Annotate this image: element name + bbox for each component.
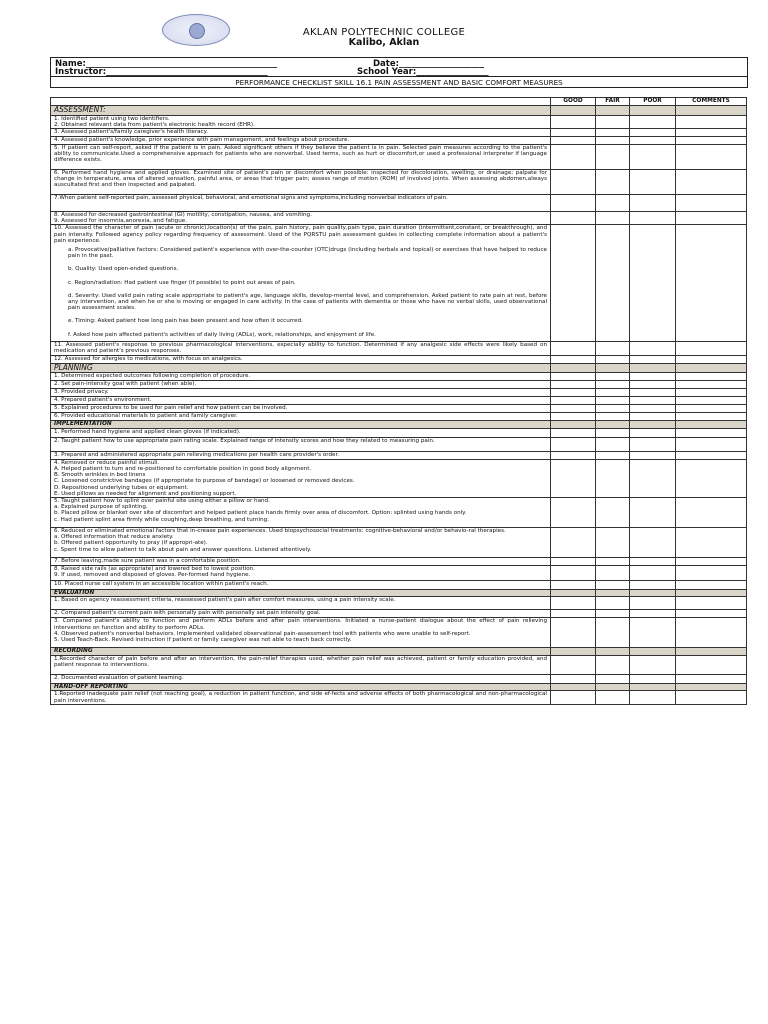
rating-cell-comments[interactable] — [676, 497, 747, 527]
rating-cell-good[interactable] — [551, 580, 596, 589]
rating-cell-fair[interactable] — [596, 527, 630, 557]
rating-cell-fair[interactable] — [596, 144, 630, 169]
checklist-step-text: 1.Recorded character of pain before and after an intervention, the pain-relief therapies used, whether pain relief was achieved, patient or family education provided, and patient response to interventions. — [51, 655, 551, 674]
checklist-row — [51, 437, 747, 451]
college-name: AKLAN POLYTECHNIC COLLEGE — [302, 27, 466, 38]
checklist-title — [51, 76, 747, 87]
section-blank-cell — [676, 363, 747, 373]
checklist-step-text: 6. Provided educational materials to patient and family caregiver. — [51, 413, 551, 421]
rating-cell-fair[interactable] — [596, 565, 630, 580]
rating-cell-poor[interactable] — [630, 459, 676, 497]
rating-cell-fair[interactable] — [596, 497, 630, 527]
rating-cell-comments[interactable] — [676, 527, 747, 557]
checklist-row — [51, 557, 747, 565]
section-blank-cell — [630, 106, 676, 116]
column-header-good: GOOD — [551, 98, 596, 106]
rating-cell-comments[interactable] — [676, 115, 747, 128]
rating-cell-fair[interactable] — [596, 580, 630, 589]
rating-cell-poor[interactable] — [630, 373, 676, 381]
rating-cell-good[interactable] — [551, 557, 596, 565]
checklist-step-text: 11. Assessed patient's response to previous pharmacological interventions, especially ability to function. Determined if any analgesic side effects were likely based on medication and patient's previous responses. — [51, 341, 551, 355]
rating-cell-comments[interactable] — [676, 557, 747, 565]
rating-cell-fair[interactable] — [596, 341, 630, 355]
checklist-table — [50, 97, 747, 705]
rating-cell-good[interactable] — [551, 136, 596, 144]
procedure-column-header — [51, 98, 551, 106]
section-blank-cell — [596, 106, 630, 116]
checklist-row — [51, 459, 747, 497]
rating-cell-poor[interactable] — [630, 527, 676, 557]
checklist-row — [51, 144, 747, 169]
rating-cell-poor[interactable] — [630, 225, 676, 341]
evaluation-section-header-label: EVALUATION — [51, 589, 551, 597]
checklist-step-text: 1. Identified patient using two identifiers. 2. Obtained relevant data from patient's electronic health record (EHR). — [51, 115, 551, 128]
section-blank-cell — [551, 106, 596, 116]
rating-cell-fair[interactable] — [596, 428, 630, 437]
checklist-step-text: 3. Compared patient's ability to function and perform ADLs before and after pain interventions. Initiated a nurse-patient dialogue about the effect of pain relieving interventions on function and ability to perform ADLs. 4. Observed patient's nonverbal behaviors. Implemented validated observational pain-assessment tool with patients who were unable to self-report. 5. Used Teach-Back. Revised instruction if patient or family caregiver was not able to teach back correctly. — [51, 618, 551, 648]
rating-cell-good[interactable] — [551, 691, 596, 705]
rating-cell-poor[interactable] — [630, 115, 676, 128]
rating-cell-fair[interactable] — [596, 211, 630, 224]
rating-cell-poor[interactable] — [630, 557, 676, 565]
checklist-step-text: 7.When patient self-reported pain, assessed physical, behavioral, and emotional signs and symptoms,including nonverbal indicators of pain. — [51, 194, 551, 211]
rating-cell-poor[interactable] — [630, 413, 676, 421]
rating-cell-good[interactable] — [551, 413, 596, 421]
student-info-box — [50, 57, 748, 88]
rating-cell-good[interactable] — [551, 169, 596, 194]
rating-cell-comments[interactable] — [676, 428, 747, 437]
rating-cell-fair[interactable] — [596, 397, 630, 405]
checklist-step-text: 2. Set pain-intensity goal with patient (when able). — [51, 381, 551, 389]
rating-cell-poor[interactable] — [630, 655, 676, 674]
checklist-step-text: 10. Placed nurse call system in an accessible location within patient's reach. — [51, 580, 551, 589]
rating-cell-poor[interactable] — [630, 451, 676, 459]
checklist-step-text: 1. Based on agency reassessment criteria, reassessed patient's pain after comfort measures, using a pain intensity scale. — [51, 597, 551, 610]
rating-cell-good[interactable] — [551, 618, 596, 648]
section-blank-cell — [630, 648, 676, 656]
section-blank-cell — [630, 589, 676, 597]
rating-cell-poor[interactable] — [630, 341, 676, 355]
rating-cell-comments[interactable] — [676, 397, 747, 405]
section-blank-cell — [596, 589, 630, 597]
checklist-row — [51, 397, 747, 405]
rating-cell-good[interactable] — [551, 355, 596, 363]
checklist-row — [51, 580, 747, 589]
checklist-title-main: PAIN ASSESSMENT AND BASIC COMFORT MEASURES — [374, 78, 563, 87]
checklist-row — [51, 136, 747, 144]
rating-cell-poor[interactable] — [630, 136, 676, 144]
section-blank-cell — [676, 648, 747, 656]
rating-cell-comments[interactable] — [676, 437, 747, 451]
rating-cell-fair[interactable] — [596, 373, 630, 381]
rating-cell-poor[interactable] — [630, 355, 676, 363]
rating-cell-comments[interactable] — [676, 341, 747, 355]
rating-cell-fair[interactable] — [596, 136, 630, 144]
column-header-comments: COMMENTS — [676, 98, 747, 106]
pain-assessment-a: a. Provocative/palliative factors: Considered patient's experience with over-the-counter (OTC)drugs (including herbals and topical) or exercises that have helped to reduce pain in the past. — [68, 246, 547, 260]
checklist-row — [51, 527, 747, 557]
instructor-field[interactable]: Instructor:______________________________________ — [55, 67, 268, 77]
rating-cell-poor[interactable] — [630, 437, 676, 451]
rating-cell-comments[interactable] — [676, 618, 747, 648]
recording-section-header — [51, 648, 747, 656]
checklist-step-text: 8. Assessed for decreased gastrointestinal (GI) motility, constipation, nausea, and vomiting. 9. Assessed for insomnia,anorexia, and fatigue. — [51, 211, 551, 224]
date-field[interactable]: Date:____________________ — [373, 59, 485, 69]
section-blank-cell — [676, 589, 747, 597]
checklist-step-text: 3. Assessed patient's/family caregiver's health literacy. — [51, 128, 551, 136]
checklist-row — [51, 655, 747, 674]
rating-cell-fair[interactable] — [596, 691, 630, 705]
column-header-fair: FAIR — [596, 98, 630, 106]
rating-cell-good[interactable] — [551, 341, 596, 355]
rating-cell-fair[interactable] — [596, 389, 630, 397]
evaluation-section-header — [51, 589, 747, 597]
rating-cell-fair[interactable] — [596, 194, 630, 211]
college-location: Kalibo, Aklan — [348, 37, 420, 48]
rating-cell-fair[interactable] — [596, 459, 630, 497]
section-blank-cell — [551, 683, 596, 691]
rating-cell-comments[interactable] — [676, 136, 747, 144]
checklist-row — [51, 355, 747, 363]
rating-cell-fair[interactable] — [596, 405, 630, 413]
rating-cell-comments[interactable] — [676, 211, 747, 224]
implementation-section-header — [51, 421, 747, 429]
rating-cell-poor[interactable] — [630, 610, 676, 618]
handoff-section-header — [51, 683, 747, 691]
checklist-row — [51, 211, 747, 224]
rating-cell-comments[interactable] — [676, 405, 747, 413]
rating-cell-fair[interactable] — [596, 610, 630, 618]
rating-cell-poor[interactable] — [630, 144, 676, 169]
checklist-row — [51, 674, 747, 683]
rating-cell-comments[interactable] — [676, 373, 747, 381]
assessment-section-header — [51, 106, 747, 116]
pain-assessment-d: d. Severity: Used valid pain rating scale appropriate to patient's age, language skills, develop-mental level, and comprehension. Asked patient to rate pain at rest, before any intervention, and when he or she is moving or engaged in care activity. In the case of patients with dementia or those who have no verbal skills, used observational pain assessment scales. — [68, 292, 547, 312]
section-blank-cell — [630, 421, 676, 429]
rating-cell-comments[interactable] — [676, 691, 747, 705]
rating-cell-poor[interactable] — [630, 674, 676, 683]
checklist-row — [51, 497, 747, 527]
rating-cell-comments[interactable] — [676, 225, 747, 341]
section-blank-cell — [551, 363, 596, 373]
checklist-row — [51, 597, 747, 610]
checklist-body — [51, 106, 747, 705]
section-blank-cell — [596, 363, 630, 373]
rating-cell-fair[interactable] — [596, 597, 630, 610]
rating-cell-comments[interactable] — [676, 597, 747, 610]
checklist-step-text: 5. If patient can self-report, asked if the patient is in pain. Asked significant others if they believe the patient is in pain. Selected pain measures according to the patient's ability to communicate.Used a comprehensive approach for patients who are nonverbal. Used terms, such as hurt or discomfort,or used a professional interpreter if language difference exists. — [51, 144, 551, 169]
recording-section-header-label: RECORDING — [51, 648, 551, 656]
rating-cell-poor[interactable] — [630, 128, 676, 136]
checklist-row — [51, 691, 747, 705]
rating-cell-good[interactable] — [551, 144, 596, 169]
checklist-step-text: 5. Taught patient how to splint over painful site using either a pillow or hand. a. Explained purpose of splinting. b. Placed pillow or blanket over site of discomfort and helped patient place hands firmly over area of discomfort. Option: splinted using hands only. c. Had patient splint area firmly while coughing,deep breathing, and turning. — [51, 497, 551, 527]
rating-cell-poor[interactable] — [630, 597, 676, 610]
rating-cell-poor[interactable] — [630, 169, 676, 194]
rating-cell-fair[interactable] — [596, 128, 630, 136]
checklist-step-text: 4. Prepared patient's environment. — [51, 397, 551, 405]
section-blank-cell — [676, 106, 747, 116]
checklist-step-text: 1.Reported inadequate pain relief (not reaching goal), a reduction in patient function, and side ef-fects and adverse effects of both pharmacological and non-pharmacological pain interventions. — [51, 691, 551, 705]
rating-cell-poor[interactable] — [630, 580, 676, 589]
rating-cell-good[interactable] — [551, 381, 596, 389]
rating-cell-good[interactable] — [551, 597, 596, 610]
pain-assessment-e: e. Timing: Asked patient how long pain has been present and how often it occurred. — [68, 318, 303, 325]
checklist-row — [51, 194, 747, 211]
checklist-step-text: 2. Documented evaluation of patient learning. — [51, 674, 551, 683]
section-blank-cell — [596, 648, 630, 656]
rating-cell-comments[interactable] — [676, 580, 747, 589]
rating-cell-comments[interactable] — [676, 413, 747, 421]
checklist-row — [51, 413, 747, 421]
rating-cell-poor[interactable] — [630, 397, 676, 405]
assessment-section-header-label: ASSESSMENT: — [51, 106, 551, 116]
rating-cell-comments[interactable] — [676, 144, 747, 169]
school-year-field[interactable]: School Year:_________________ — [357, 67, 489, 77]
rating-cell-fair[interactable] — [596, 674, 630, 683]
checklist-row — [51, 618, 747, 648]
column-header-poor: POOR — [630, 98, 676, 106]
checklist-step-text: 2. Compared patient's current pain with personally pain with personally set pain intensity goal. — [51, 610, 551, 618]
checklist-row — [51, 381, 747, 389]
rating-cell-fair[interactable] — [596, 655, 630, 674]
rating-cell-poor[interactable] — [630, 691, 676, 705]
rating-cell-fair[interactable] — [596, 618, 630, 648]
section-blank-cell — [551, 648, 596, 656]
rating-cell-good[interactable] — [551, 610, 596, 618]
rating-cell-comments[interactable] — [676, 674, 747, 683]
section-blank-cell — [630, 683, 676, 691]
checklist-step-text: 3. Provided privacy. — [51, 389, 551, 397]
rating-cell-poor[interactable] — [630, 497, 676, 527]
checklist-row — [51, 565, 747, 580]
rating-cell-fair[interactable] — [596, 451, 630, 459]
rating-cell-fair[interactable] — [596, 355, 630, 363]
rating-cell-poor[interactable] — [630, 618, 676, 648]
section-blank-cell — [596, 421, 630, 429]
rating-cell-fair[interactable] — [596, 115, 630, 128]
checklist-row — [51, 451, 747, 459]
section-blank-cell — [676, 683, 747, 691]
checklist-row — [51, 115, 747, 128]
checklist-row — [51, 169, 747, 194]
rating-cell-comments[interactable] — [676, 565, 747, 580]
rating-cell-good[interactable] — [551, 128, 596, 136]
planning-section-header — [51, 363, 747, 373]
section-blank-cell — [596, 683, 630, 691]
checklist-step-text: 4. Removed or reduce painful stimuli. A. Helped patient to turn and re-positioned to comfortable position in good body alignment. B. Smooth wrinkles in bed linens C. Loosened constrictive bandages (if appropriate to purpose of bandage) or loosened or removed devices. D. Repositioned underlying tubes or equipment. E. Used pillows as needed for alignment and positioning support. — [51, 459, 551, 497]
rating-cell-comments[interactable] — [676, 459, 747, 497]
rating-cell-comments[interactable] — [676, 381, 747, 389]
rating-cell-good[interactable] — [551, 194, 596, 211]
checklist-step-text: 3. Prepared and administered appropriate pain relieving medications per health care provider's order. — [51, 451, 551, 459]
checklist-step-text: 6. Performed hand hygiene and applied gloves. Examined site of patient's pain or discomfort when possible: inspected for discoloration, swelling, or drainage; palpate for change in temperature, area of altered sensation, painful area, or areas that trigger pain; assess range of motion (ROM) of involved joints. When assessing abdomen,always auscultated first and then inspected and palpated. — [51, 169, 551, 194]
checklist-step-text: 7. Before leaving,made sure patient was in a comfortable position. — [51, 557, 551, 565]
checklist-row — [51, 610, 747, 618]
checklist-step-text: 4. Assessed patient's knowledge, prior experience with pain management, and feelings about procedure. — [51, 136, 551, 144]
rating-cell-good[interactable] — [551, 459, 596, 497]
rating-cell-poor[interactable] — [630, 565, 676, 580]
checklist-row — [51, 428, 747, 437]
rating-cell-fair[interactable] — [596, 557, 630, 565]
rating-cell-good[interactable] — [551, 451, 596, 459]
rating-cell-poor[interactable] — [630, 381, 676, 389]
pain-assessment-c: c. Region/radiation: Had patient use finger (if possible) to point out areas of pain. — [68, 279, 296, 286]
checklist-title-prefix: PERFORMANCE CHECKLIST SKILL 16.1 — [235, 78, 373, 87]
section-blank-cell — [551, 589, 596, 597]
rating-cell-poor[interactable] — [630, 389, 676, 397]
rating-cell-good[interactable] — [551, 115, 596, 128]
rating-cell-good[interactable] — [551, 674, 596, 683]
checklist-row — [51, 389, 747, 397]
planning-section-header-label: PLANNING — [51, 363, 551, 373]
checklist-row — [51, 225, 747, 341]
checklist-step-text: 6. Reduced or eliminated emotional factors that in-crease pain experiences. Used biopsychosocial treatments: cognitive-behavioral and/or behavio-ral therapies. a. Offered information that reduce anxiety. b. Offered patient opportunity to pray (if appropri-ate). c. Spent time to allow patient to talk about pain and answer questions. Listened attentively. — [51, 527, 551, 557]
pain-assessment-f: f. Asked how pain affected patient's activities of daily living (ADLs), work, relationships, and enjoyment of life. — [68, 331, 376, 338]
rating-cell-good[interactable] — [551, 565, 596, 580]
table-header-row — [51, 98, 747, 106]
checklist-step-text: 5. Explained procedures to be used for pain relief and how patient can be involved. — [51, 405, 551, 413]
rating-cell-good[interactable] — [551, 389, 596, 397]
rating-cell-good[interactable] — [551, 211, 596, 224]
rating-cell-poor[interactable] — [630, 194, 676, 211]
rating-cell-good[interactable] — [551, 428, 596, 437]
section-blank-cell — [676, 421, 747, 429]
rating-cell-poor[interactable] — [630, 428, 676, 437]
section-blank-cell — [551, 421, 596, 429]
implementation-section-header-label: IMPLEMENTATION — [51, 421, 551, 429]
rating-cell-good[interactable] — [551, 405, 596, 413]
rating-cell-comments[interactable] — [676, 389, 747, 397]
rating-cell-comments[interactable] — [676, 194, 747, 211]
pain-assessment-intro: 10. Assessed the character of pain (acute or chronic),location(s) of the pain, pain history, pain quality,pain type, pain duration (intermittent,constant, or breakthrough), and pain intensity. Followed agency policy regarding frequency of assessment. Used of the PQRSTU pain assessment guides in collecting complete information about a patient's pain experience. — [54, 225, 547, 244]
rating-cell-good[interactable] — [551, 437, 596, 451]
rating-cell-fair[interactable] — [596, 437, 630, 451]
checklist-step-text: 2. Taught patient how to use appropriate pain rating scale. Explained range of intensity scores and how they related to measuring pain. — [51, 437, 551, 451]
handoff-section-header-label: HAND-OFF REPORTING — [51, 683, 551, 691]
checklist-row — [51, 341, 747, 355]
rating-cell-poor[interactable] — [630, 405, 676, 413]
pain-assessment-b: b. Quality: Used open-ended questions. — [68, 266, 179, 273]
rating-cell-fair[interactable] — [596, 225, 630, 341]
rating-cell-good[interactable] — [551, 655, 596, 674]
checklist-step-text: 12. Assessed for allergies to medications, with focus on analgesics. — [51, 355, 551, 363]
rating-cell-good[interactable] — [551, 527, 596, 557]
checklist-step-text: 8. Raised side rails (as appropriate) and lowered bed to lowest position. 9. If used, removed and disposed of gloves. Per-formed hand hygiene. — [51, 565, 551, 580]
checklist-row — [51, 405, 747, 413]
checklist-step-text: 1. Determined expected outcomes following completion of procedure. — [51, 373, 551, 381]
rating-cell-comments[interactable] — [676, 355, 747, 363]
checklist-row — [51, 373, 747, 381]
rating-cell-good[interactable] — [551, 497, 596, 527]
rating-cell-comments[interactable] — [676, 169, 747, 194]
pain-character-block — [51, 225, 551, 341]
rating-cell-good[interactable] — [551, 397, 596, 405]
rating-cell-comments[interactable] — [676, 655, 747, 674]
checklist-step-text: 1. Performed hand hygiene and applied clean gloves (if indicated). — [51, 428, 551, 437]
rating-cell-good[interactable] — [551, 225, 596, 341]
section-blank-cell — [630, 363, 676, 373]
checklist-row — [51, 128, 747, 136]
rating-cell-comments[interactable] — [676, 128, 747, 136]
rating-cell-good[interactable] — [551, 373, 596, 381]
rating-cell-comments[interactable] — [676, 451, 747, 459]
rating-cell-fair[interactable] — [596, 413, 630, 421]
rating-cell-comments[interactable] — [676, 610, 747, 618]
rating-cell-fair[interactable] — [596, 169, 630, 194]
name-field[interactable]: Name:_____________________________________________ — [55, 59, 278, 69]
rating-cell-fair[interactable] — [596, 381, 630, 389]
rating-cell-poor[interactable] — [630, 211, 676, 224]
